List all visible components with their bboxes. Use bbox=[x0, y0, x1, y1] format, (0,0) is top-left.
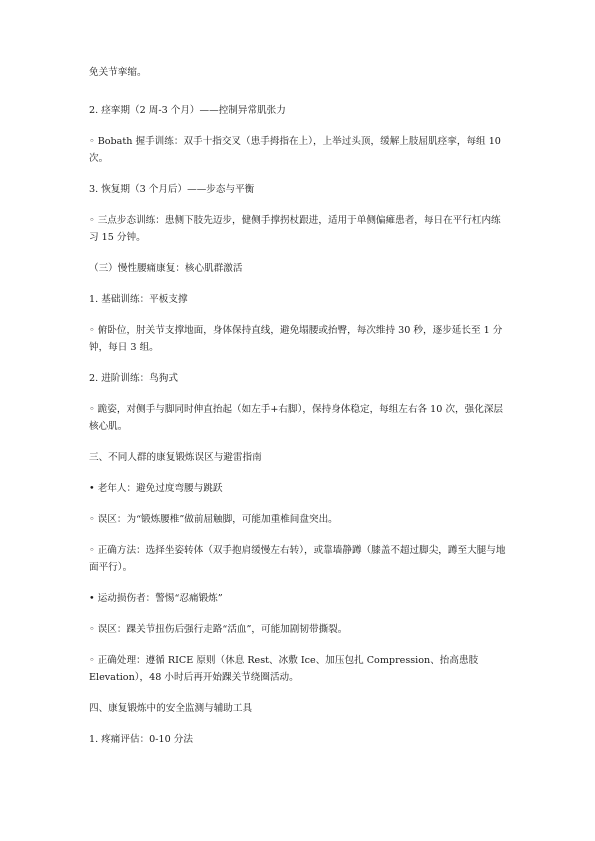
paragraph-text: 免关节挛缩。 bbox=[89, 67, 147, 78]
section-heading: 四、康复锻炼中的安全监测与辅助工具 bbox=[89, 703, 253, 714]
section-heading: 1. 疼痛评估：0-10 分法 bbox=[89, 734, 193, 745]
bullet-paragraph: ◦ 正确方法：选择坐姿转体（双手抱肩缓慢左右转），或靠墙静蹲（膝盖不超过脚尖，蹲至大腿与地面平行）。 bbox=[89, 545, 506, 573]
section-heading: 2. 进阶训练：鸟狗式 bbox=[89, 373, 178, 384]
bullet-item: • 运动损伤者：警惕“忍痛锻炼” bbox=[89, 593, 223, 604]
bullet-item: • 老年人：避免过度弯腰与跳跃 bbox=[89, 483, 223, 494]
bullet-paragraph: ◦ 跪姿，对侧手与脚同时伸直抬起（如左手+右脚），保持身体稳定，每组左右各 10 次，强化深层核心肌。 bbox=[89, 404, 504, 432]
bullet-item: ◦ 误区：踝关节扭伤后强行走路“活血”，可能加剧韧带撕裂。 bbox=[89, 624, 348, 635]
bullet-item: ◦ 误区：为“锻炼腰椎”做前屈触脚，可能加重椎间盘突出。 bbox=[89, 514, 338, 525]
section-heading: 三、不同人群的康复锻炼误区与避雷指南 bbox=[89, 452, 262, 463]
section-heading: 1. 基础训练：平板支撑 bbox=[89, 294, 188, 305]
bullet-paragraph: ◦ 三点步态训练：患侧下肢先迈步，健侧手撑拐杖跟进，适用于单侧偏瘫患者，每日在平行杠内练习 15 分钟。 bbox=[89, 215, 501, 243]
section-heading: 2. 痉挛期（2 周-3 个月）——控制异常肌张力 bbox=[89, 105, 286, 116]
section-heading: 3. 恢复期（3 个月后）——步态与平衡 bbox=[89, 184, 255, 195]
section-heading: （三）慢性腰痛康复：核心肌群激活 bbox=[89, 263, 243, 274]
bullet-paragraph: ◦ Bobath 握手训练：双手十指交叉（患手拇指在上），上举过头顶，缓解上肢屈肌痉挛，每组 10 次。 bbox=[89, 136, 501, 164]
bullet-paragraph: ◦ 正确处理：遵循 RICE 原则（休息 Rest、冰敷 Ice、加压包扎 Compression、抬高患肢 Elevation），48 小时后再开始踝关节绕圈活动。 bbox=[89, 655, 479, 683]
bullet-paragraph: ◦ 俯卧位，肘关节支撑地面，身体保持直线，避免塌腰或抬臀，每次维持 30 秒，逐步延长至 1 分钟，每日 3 组。 bbox=[89, 325, 503, 353]
